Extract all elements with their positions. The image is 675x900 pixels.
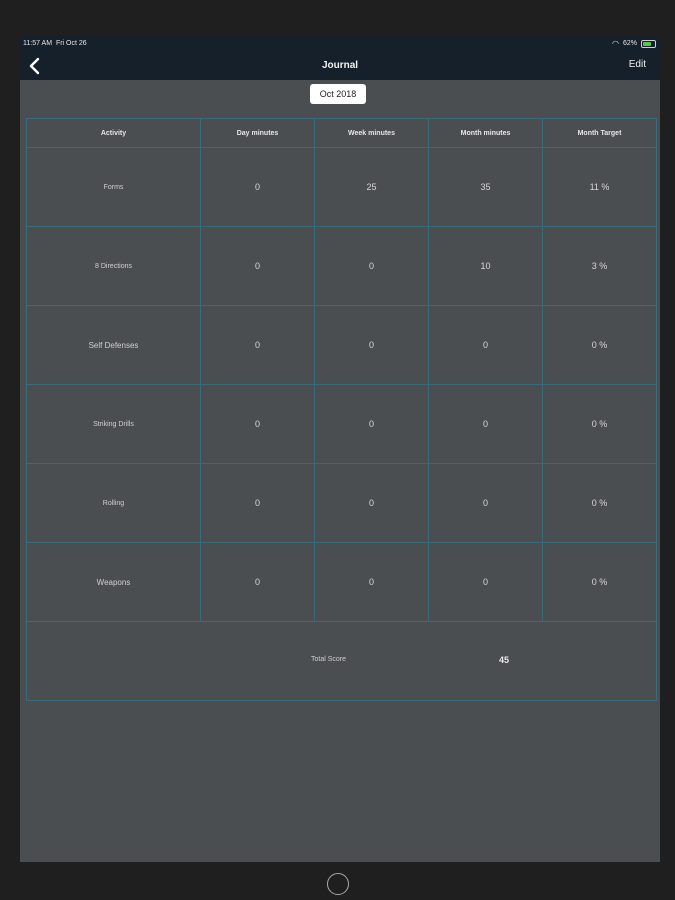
activity-name: Weapons [27, 543, 201, 622]
day-minutes: 0 [201, 464, 315, 543]
month-target: 0 % [543, 385, 657, 464]
table-row[interactable] [27, 385, 657, 464]
day-minutes: 0 [201, 148, 315, 227]
table-row[interactable] [27, 543, 657, 622]
app-screen [20, 36, 660, 862]
activity-name: 8 Directions [27, 227, 201, 306]
table-header-row [27, 119, 657, 148]
table-row[interactable] [27, 227, 657, 306]
month-target: 3 % [543, 227, 657, 306]
header-activity: Activity [27, 119, 201, 148]
month-minutes: 0 [429, 464, 543, 543]
header-week-minutes: Week minutes [315, 119, 429, 148]
battery-percent: 62% [622, 40, 637, 47]
total-score-row [27, 622, 657, 701]
edit-button[interactable]: Edit [628, 59, 646, 70]
week-minutes: 0 [315, 543, 429, 622]
status-date: Fri Oct 26 [55, 40, 87, 47]
activity-name: Rolling [27, 464, 201, 543]
activity-name: Striking Drills [27, 385, 201, 464]
month-minutes: 0 [429, 543, 543, 622]
month-picker[interactable]: Oct 2018 [310, 84, 366, 104]
day-minutes: 0 [201, 306, 315, 385]
battery-icon [641, 40, 656, 48]
month-minutes: 0 [429, 306, 543, 385]
total-score-cell [27, 622, 657, 701]
header-month-minutes: Month minutes [429, 119, 543, 148]
month-minutes: 10 [429, 227, 543, 306]
activity-name: Forms [27, 148, 201, 227]
week-minutes: 0 [315, 464, 429, 543]
total-score-value: 45 [499, 655, 510, 665]
home-button[interactable] [327, 873, 349, 895]
activity-name: Self Defenses [27, 306, 201, 385]
month-target: 0 % [543, 306, 657, 385]
journal-table [26, 118, 657, 701]
week-minutes: 0 [315, 385, 429, 464]
day-minutes: 0 [201, 227, 315, 306]
month-minutes: 0 [429, 385, 543, 464]
header-month-target: Month Target [543, 119, 657, 148]
month-target: 0 % [543, 464, 657, 543]
week-minutes: 25 [315, 148, 429, 227]
wifi-icon: ◠ [612, 39, 619, 48]
navigation-bar [20, 52, 660, 80]
total-score-label: Total Score [311, 656, 347, 663]
status-indicators [612, 39, 656, 48]
day-minutes: 0 [201, 385, 315, 464]
status-bar [20, 36, 660, 52]
month-target: 11 % [543, 148, 657, 227]
page-title: Journal [321, 60, 359, 71]
table-row[interactable] [27, 306, 657, 385]
header-day-minutes: Day minutes [201, 119, 315, 148]
status-time: 11:57 AM [23, 40, 53, 47]
month-target: 0 % [543, 543, 657, 622]
status-time-date [23, 40, 87, 47]
table-row[interactable] [27, 148, 657, 227]
week-minutes: 0 [315, 227, 429, 306]
day-minutes: 0 [201, 543, 315, 622]
week-minutes: 0 [315, 306, 429, 385]
table-row[interactable] [27, 464, 657, 543]
month-minutes: 35 [429, 148, 543, 227]
